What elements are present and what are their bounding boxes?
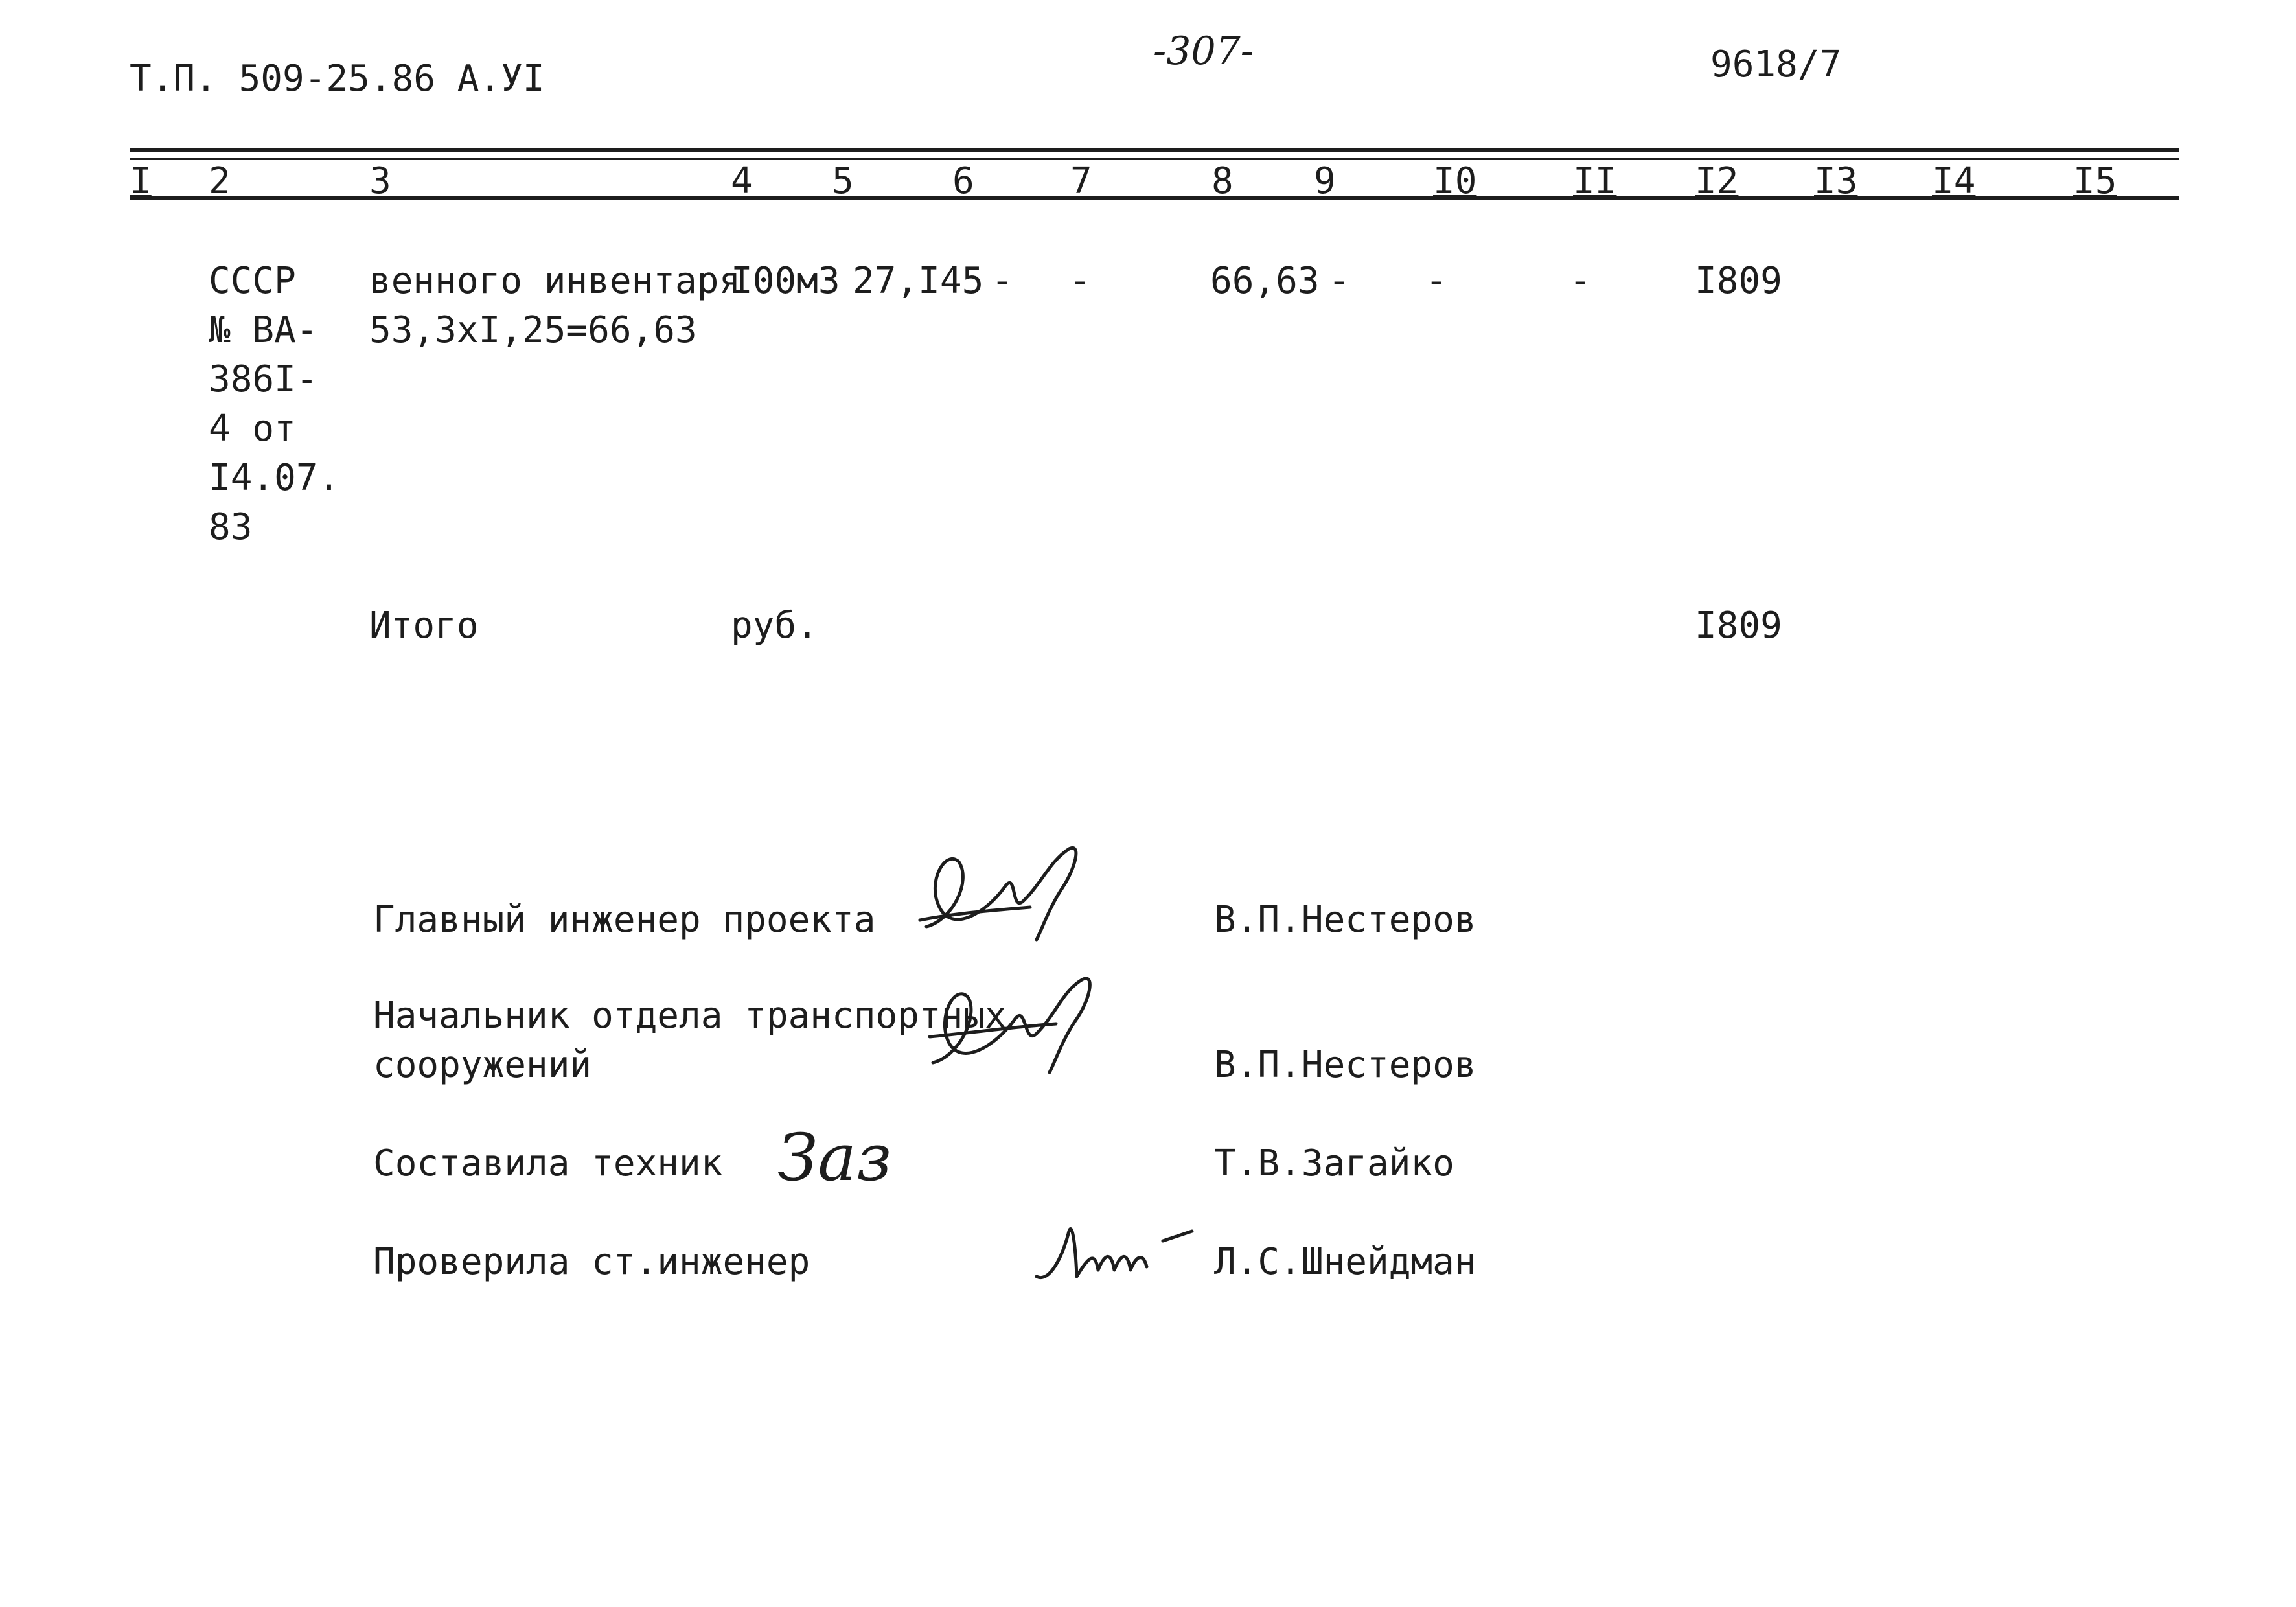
column-header: 5 xyxy=(832,160,854,202)
col6-cell: - xyxy=(991,260,1013,302)
column-header: I5 xyxy=(2073,160,2117,202)
price-cell: 27,I45 xyxy=(853,260,984,302)
source-line: 83 xyxy=(209,506,253,548)
source-line: № ВА- xyxy=(209,309,318,351)
page-number: -307- xyxy=(1153,29,1254,74)
signatory-title: Начальник отдела транспортных xyxy=(373,995,1007,1037)
column-header: 3 xyxy=(369,160,391,202)
column-header: 8 xyxy=(1211,160,1234,202)
col7-cell: - xyxy=(1069,260,1091,302)
document-code: Т.П. 509-25.86 А.УI xyxy=(130,58,545,100)
table-top-rule xyxy=(130,148,2179,152)
col11-cell: - xyxy=(1569,260,1591,302)
column-header: 2 xyxy=(209,160,231,202)
col12-cell: I809 xyxy=(1695,260,1782,302)
source-line: I4.07. xyxy=(209,457,340,499)
signatory-title: сооружений xyxy=(373,1044,592,1086)
source-line: СССР xyxy=(209,260,296,302)
column-header: 9 xyxy=(1314,160,1336,202)
table-top-rule-inner xyxy=(130,158,2179,160)
column-header: 7 xyxy=(1070,160,1092,202)
source-line: 4 от xyxy=(209,408,296,450)
column-header: I2 xyxy=(1695,160,1739,202)
description-line: венного инвентаря xyxy=(369,260,741,302)
column-header: II xyxy=(1573,160,1617,202)
col9-cell: - xyxy=(1328,260,1350,302)
signatory-name: В.П.Нестеров xyxy=(1214,1044,1476,1086)
col8-cell: 66,63 xyxy=(1210,260,1320,302)
signatory-name: Т.В.Загайко xyxy=(1214,1142,1454,1185)
total-value: I809 xyxy=(1695,605,1782,647)
sheet-code: 9618/7 xyxy=(1710,43,1842,86)
handwritten-signature xyxy=(913,842,1088,946)
description-line: 53,3хI,25=66,63 xyxy=(369,309,697,351)
column-header: I4 xyxy=(1932,160,1976,202)
column-header: I3 xyxy=(1814,160,1858,202)
handwritten-signature xyxy=(1030,1218,1199,1289)
signatory-title: Составила техник xyxy=(373,1142,723,1185)
handwritten-signature: Заз xyxy=(777,1120,892,1196)
handwritten-signature xyxy=(920,972,1101,1076)
column-header: I0 xyxy=(1433,160,1477,202)
signatory-name: В.П.Нестеров xyxy=(1214,899,1476,941)
source-line: 386I- xyxy=(209,358,318,400)
column-header: I xyxy=(130,160,152,202)
total-label: Итого xyxy=(369,605,479,647)
column-header: 4 xyxy=(731,160,753,202)
total-unit: руб. xyxy=(731,605,818,647)
signatory-title: Главный инженер проекта xyxy=(373,899,876,941)
signatory-title: Проверила ст.инженер xyxy=(373,1241,810,1283)
column-header: 6 xyxy=(952,160,974,202)
table-header-rule xyxy=(130,196,2179,200)
signatory-name: Л.С.Шнейдман xyxy=(1214,1241,1476,1283)
col10-cell: - xyxy=(1425,260,1447,302)
unit-cell: I00м3 xyxy=(731,260,840,302)
